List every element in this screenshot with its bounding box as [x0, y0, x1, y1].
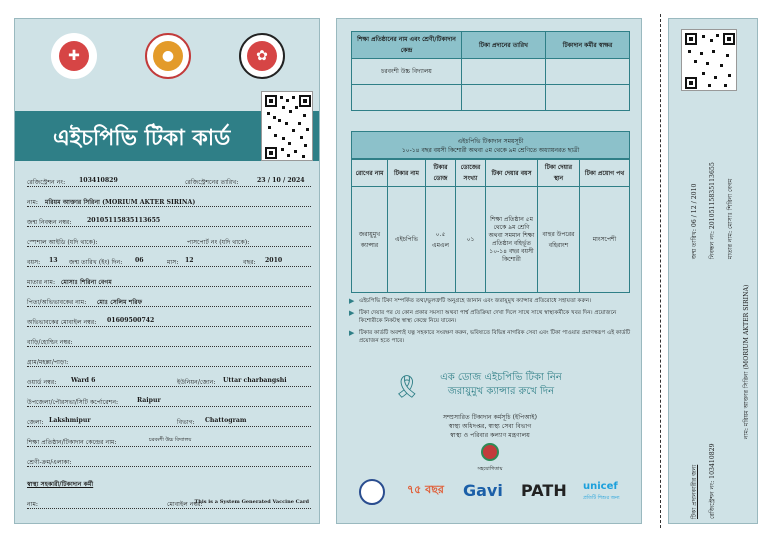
bangladesh-seal-icon: ●: [145, 33, 191, 79]
stub-dob: জন্ম তারিখ: 06 / 12 / 2010: [691, 183, 698, 259]
vaccine-card-stub: [668, 18, 758, 524]
triangle-bullet-icon: ▶: [349, 328, 355, 337]
org-name-2: স্বাস্থ্য অধিদপ্তর, স্বাস্থ্য সেবা বিভাগ: [448, 423, 532, 430]
partner-unicef: unicef: [583, 481, 618, 492]
awareness-ribbon-icon: 🎗: [393, 375, 421, 400]
partner-logos: ৭৫ বছর Gavi PATH unicef প্রতিটি শিশুর জন্য: [351, 477, 631, 511]
row-ward: ওয়ার্ড নম্বর: Ward 6 ইউনিয়ন/জোন: Uttar charbangshi: [27, 369, 311, 389]
stub-office-label: টিকা প্রদানকারীর জন্য: [691, 464, 698, 519]
instruction-item: ▶ এইচপিভি টিকা সম্পর্কিত তথ্য/ভুলত্রুটি অনুগ্রহে জানান এবং জরায়ুমুখ ক্যান্সার প্রতিরোধে সহায়তা করুন।: [349, 297, 592, 305]
row-district: জেলা: Lakshmipur বিভাগ: Chattogram: [27, 409, 311, 429]
seal-caption: সহযোগিতায়: [477, 466, 503, 472]
partner-who-75: ৭৫ বছর: [407, 483, 444, 496]
row-class: শ্রেণী-ক্রম/এলাকা:: [27, 449, 311, 469]
mis-logo-icon: [359, 479, 385, 505]
mother-name: মোসাঃ শিরিনা বেগম: [61, 279, 112, 286]
system-generated-note: This is a System Generated Vaccine Card: [194, 499, 309, 505]
birth-registration-number: 20105115835113655: [87, 217, 161, 224]
govt-logo-1-icon: ✚: [51, 33, 97, 79]
row-age-dob: বয়স: 13 জন্ম তারিখ (ইং) দিন: 06 মাস: 12 বছর: 2010: [27, 249, 311, 269]
instruction-item: ▶ টিকা দেয়ার পর যে কোন প্রকার সমস্যা অথবা পার্শ্ব প্রতিক্রিয়া দেখা দিলে সাথে সাথে স্বাস্থ্যকর্মীকে খবর দিন। প্রয়োজনে কিশোরীকে নিকটস্থ স্বাস্থ্য কেন্দ্রে নিয়ে যাবেন।: [349, 308, 617, 325]
instruction-item: ▶ টিকার কার্ডটি অবশ্যই যত্ন সহকারে সংরক্ষণ করুন, ভবিষ্যতে বিভিন্ন নাগরিক সেবা এবং টিকা পাওয়ার প্রমাণস্বরূপ এই কার্ডটি প্রয়োজন হতে পারে।: [349, 328, 631, 345]
schedule-table: রোগের নাম টিকার নাম টিকার ডোজ ডোজের সংখ্যা টিকা দেয়ার বয়স টিকা দেয়ার স্থান টিকা প্রয়োগ পথ জরায়ুমুখ ক্যান্সার এইচপিভি ০.৫ এমএল ০১ শিক্ষা প্রতিষ্ঠান ৫ম থেকে ৯ম শ্রেণি অথবা সমমান শিক্ষা প্রতিষ্ঠান বহির্ভূত ১০-১৪ বছর বয়সী কিশোরী বাহুর উপরের বহিরাংশ মাংসপেশী: [351, 159, 630, 293]
row-father: পিতা/অভিভাবকের নাম: মোঃ সেলিম শরিফ: [27, 289, 311, 309]
row-special-id: স্পেশাল আইডি (যদি থাকে): পাসপোর্ট নং (যদি থাকে):: [27, 229, 311, 249]
vaccine-card-back: [336, 18, 642, 524]
campaign-message: এক ডোজ এইচপিভি টিকা নিন জরায়ুমুখ ক্যান্সার রুখে দিন: [440, 372, 562, 397]
row-village: গ্রাম/মহল্লা/পাড়া:: [27, 349, 311, 369]
stub-mother-name: মাতার নাম: মোসাঃ শিরিনা বেগম: [727, 178, 734, 259]
row-upazila: উপজেলা/পৌরসভা/সিটি কর্পোরেশন: Raipur: [27, 389, 311, 409]
registration-date: 23 / 10 / 2024: [257, 177, 305, 184]
triangle-bullet-icon: ▶: [349, 297, 355, 305]
vaccination-record-table: শিক্ষা প্রতিষ্ঠানের নাম এবং শ্রেণী/টিকাদান কেন্দ্র টিকা প্রদানের তারিখ টিকাদান কর্মীর স্বাক্ষর চরবংশী উচ্চ বিদ্যালয়: [351, 31, 630, 111]
org-name-1: সম্প্রসারিত টিকাদান কর্মসূচি (ইপিআই): [442, 414, 538, 421]
vaccine-card-front: [14, 18, 320, 524]
instructions-list: [349, 297, 633, 349]
recipient-name: মরিয়ম আক্তার সিরিনা (MORIUM AKTER SIRINA): [45, 199, 196, 206]
age-value: 13: [49, 257, 58, 264]
triangle-bullet-icon: ▶: [349, 308, 355, 317]
row-mother: মাতার নাম: মোসাঃ শিরিনা বেগম: [27, 269, 311, 289]
row-mobile: অভিভাবকের মোবাইল নম্বর: 01609500742: [27, 309, 311, 329]
row-worker-heading: স্বাস্থ্য সহকারী/টিকাদান কর্মী: [27, 481, 94, 488]
stub-qr-code-icon: [681, 29, 737, 91]
partner-path: PATH: [521, 481, 567, 500]
registration-number: 103410829: [79, 177, 118, 184]
row-registration: রেজিস্ট্রেশন নং: 103410829 রেজিস্ট্রেশনের তারিখ: 23 / 10 / 2024: [27, 169, 311, 189]
guardian-mobile: 01609500742: [107, 317, 155, 324]
cut-line: [660, 14, 661, 528]
org-name-3: স্বাস্থ্য ও পরিবার কল্যাণ মন্ত্রণালয়: [450, 432, 530, 439]
stub-birth-reg: নিবন্ধন নং: 20105115835113655: [709, 162, 716, 259]
schedule-title: এইচপিভি টিকাদান সময়সূচী ১০-১৪ বছর বয়সী কিশোরী অথবা ৫ম থেকে ৯ম শ্রেণিতে অধ্যায়নরত ছাত্রী: [351, 131, 630, 159]
father-name: মোঃ সেলিম শরিফ: [97, 299, 143, 306]
govt-seal-icon: [481, 443, 499, 461]
epi-logo-icon: ✿: [239, 33, 285, 79]
row-worker: নাম: মোবাইল নম্বর:: [27, 491, 311, 511]
qr-code-icon: [261, 91, 313, 161]
row-house: বাড়ি/হোল্ডিং নম্বর:: [27, 329, 311, 349]
partner-gavi: Gavi: [463, 481, 503, 500]
card-title: এইচপিভি টিকা কার্ড: [53, 126, 231, 151]
row-name: নাম: মরিয়ম আক্তার সিরিনা (MORIUM AKTER SIRINA): [27, 189, 311, 209]
row-birth-reg: জন্ম নিবন্ধন নম্বর: 20105115835113655: [27, 209, 311, 229]
row-institute: শিক্ষা প্রতিষ্ঠান/টিকাদান কেন্দ্রের নাম: চরবংশী উচ্চ বিদ্যালয়: [27, 429, 311, 449]
logo-row: [15, 33, 319, 93]
institute-cell: চরবংশী উচ্চ বিদ্যালয়: [352, 59, 462, 85]
stub-name: নাম: মরিয়ম আক্তার সিরিনা (MORIUM AKTER SIRINA): [743, 284, 750, 439]
stub-reg-no: রেজিস্ট্রেশন নং: 103410829: [709, 443, 716, 519]
